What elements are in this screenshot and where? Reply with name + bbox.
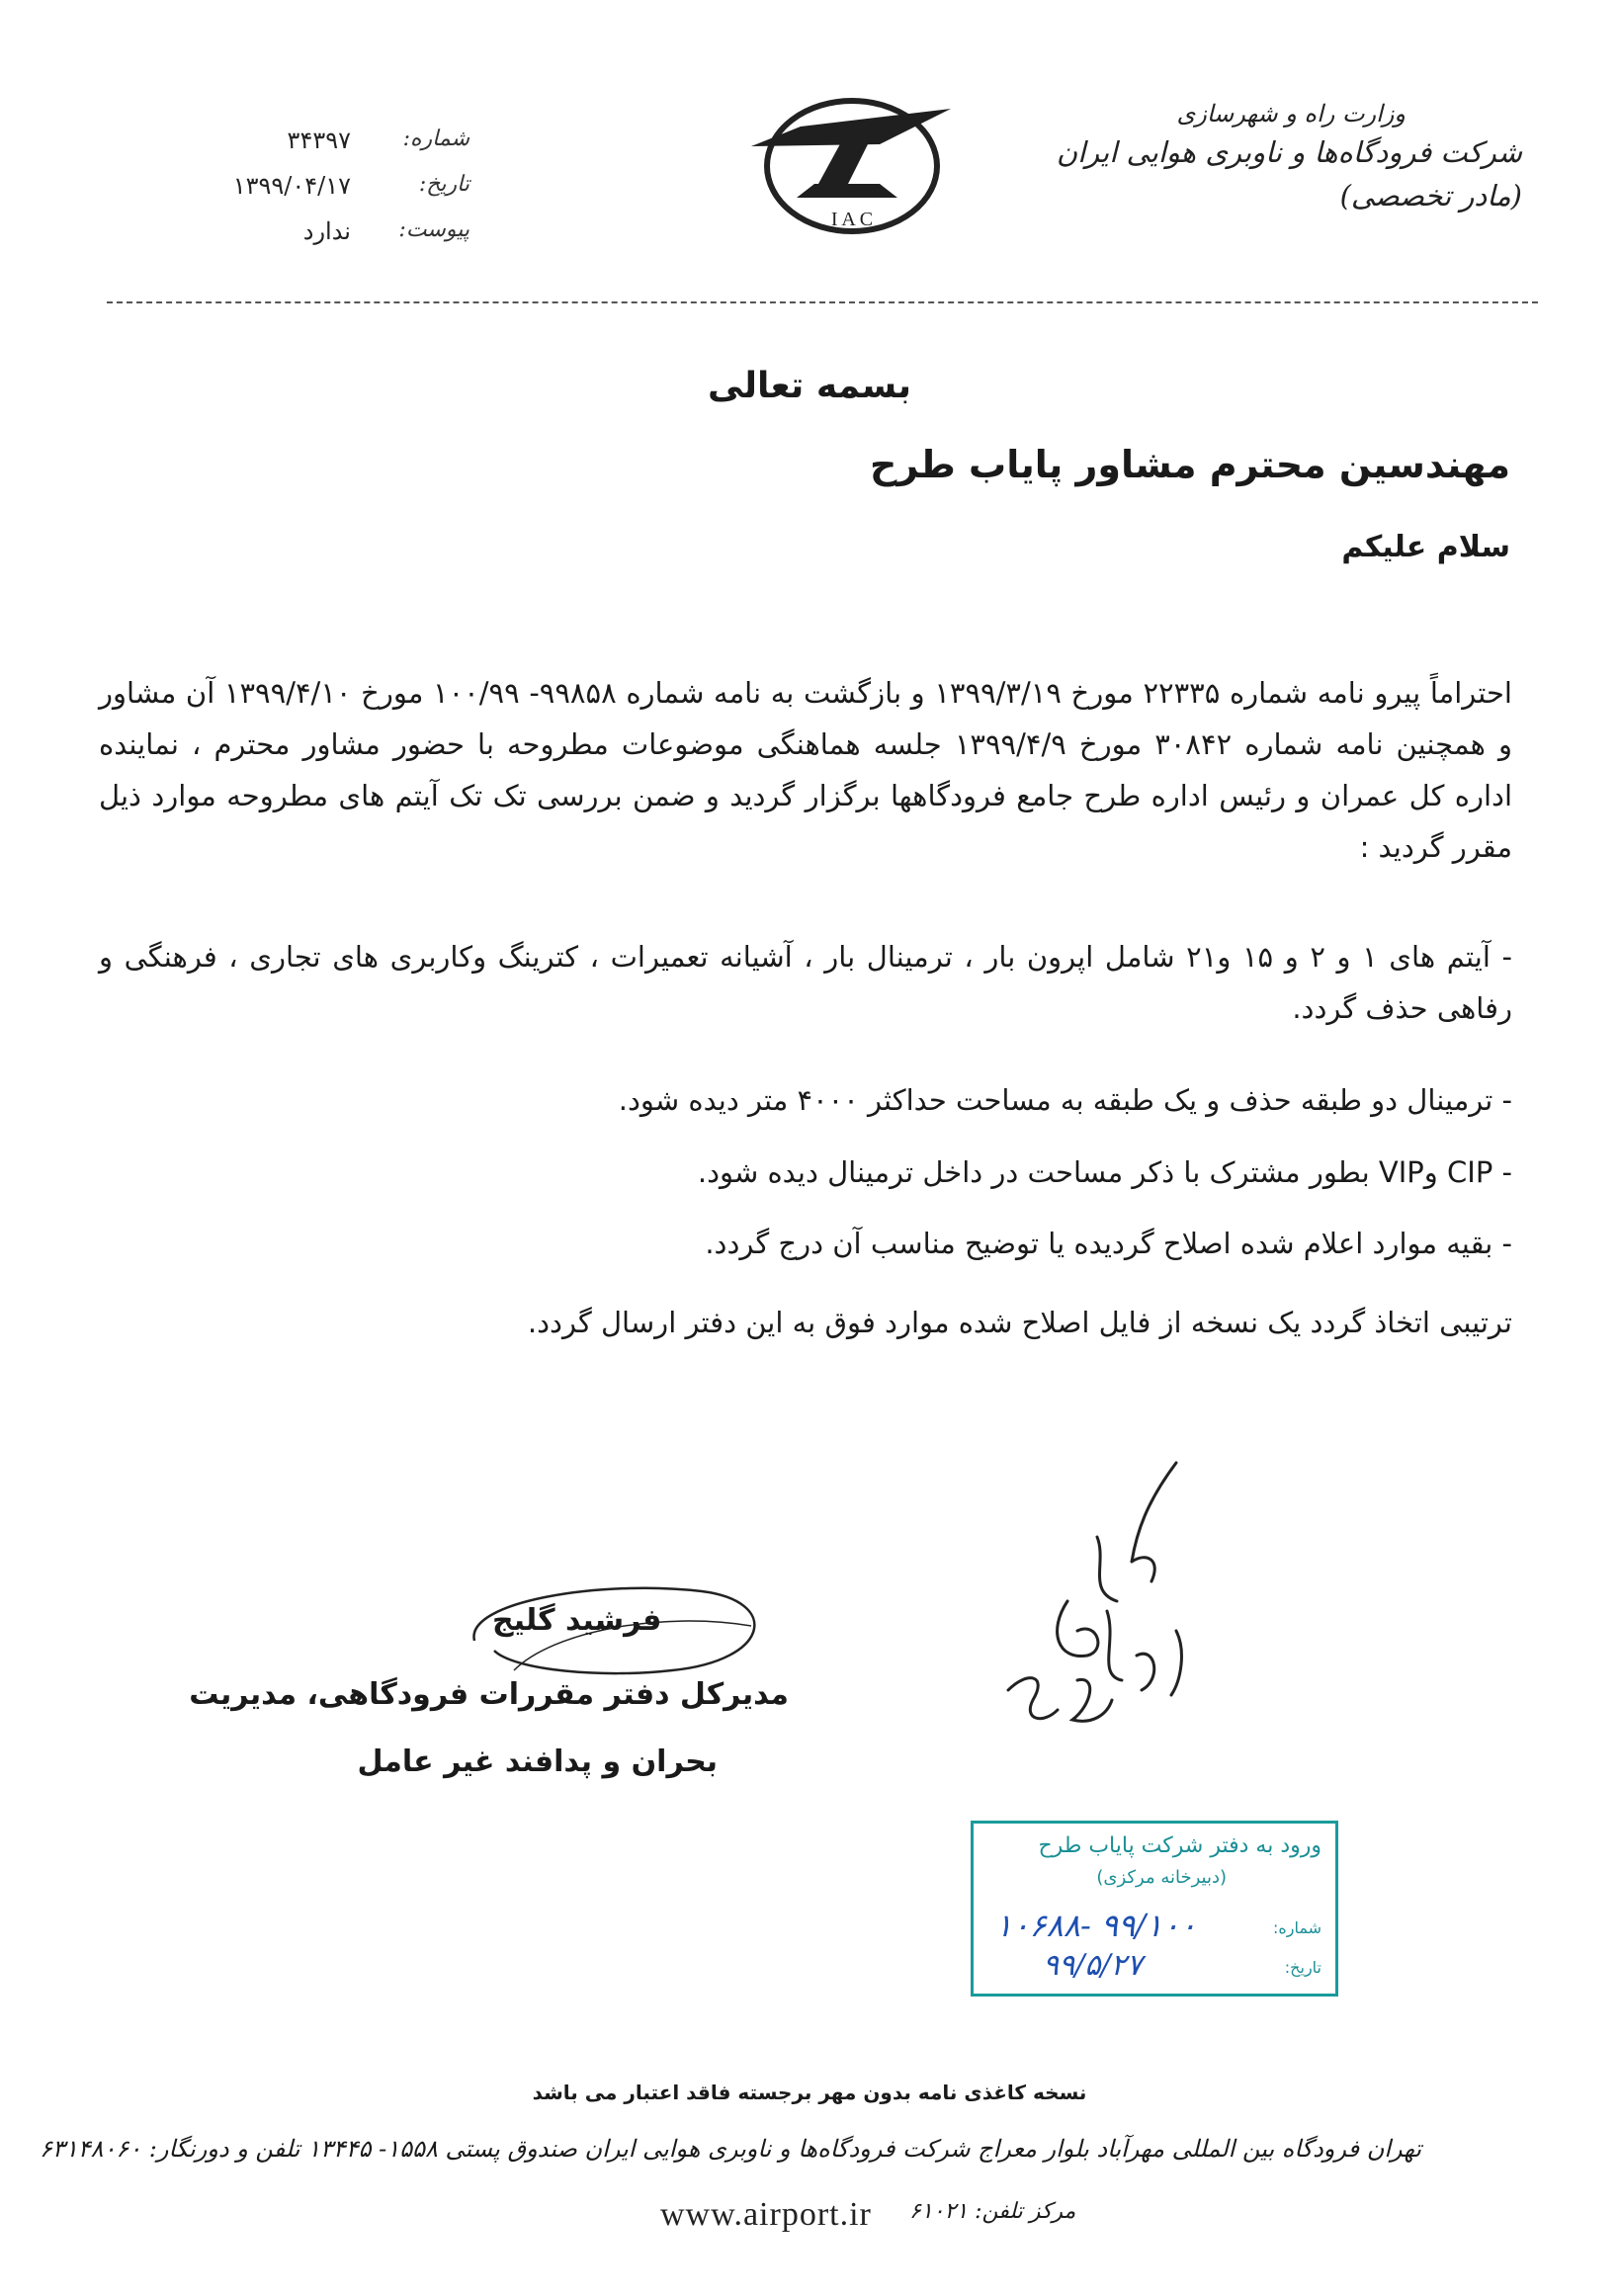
signer-title-line-2: بحران و پدافند غیر عامل [357, 1744, 718, 1779]
organization-header [1048, 97, 1522, 217]
footer-website-link[interactable]: www.airport.ir [660, 2196, 872, 2233]
receipt-stamp [971, 1821, 1338, 1997]
company-name: شرکت فرودگاه‌ها و ناوبری هوایی ایران (مادر تخصصی) [1056, 135, 1522, 213]
letter-date-value: ۱۳۹۹/۰۴/۱۷ [232, 172, 351, 200]
stamp-number-label: شماره: [1272, 1918, 1321, 1937]
letter-number-label: شماره: [402, 127, 469, 151]
letter-number-value: ۳۴۳۹۷ [287, 127, 351, 154]
recipient-heading: مهندسین محترم مشاور پایاب طرح [869, 443, 1510, 486]
logo-lettering: I A C [830, 209, 874, 230]
handwritten-annotation [949, 1443, 1226, 1769]
invocation-heading: بسمه تعالی [708, 366, 911, 406]
letter-date-label: تاریخ: [418, 172, 469, 197]
decision-item-4: - بقیه موارد اعلام شده اصلاح گردیده یا توضیح مناسب آن درج گردد. [705, 1227, 1512, 1260]
letter-number-row [173, 127, 469, 172]
stamp-number-value: ۱۰۶۸۸- ۹۹/۱۰۰ [995, 1907, 1197, 1944]
greeting-line: سلام علیکم [1341, 530, 1510, 564]
iac-logo [731, 89, 973, 237]
signer-title-line-1: مدیرکل دفتر مقررات فرودگاهی، مدیریت [189, 1677, 789, 1712]
body-paragraph: احتراماً پیرو نامه شماره ۲۲۳۳۵ مورخ ۱۳۹۹/۳/۱۹ و بازگشت به نامه شماره ۹۹۸۵۸- ۱۰۰/۹۹ مورخ ۱۳۹۹/۴/۱۰ آن مشاور و همچنین نامه شماره ۳۰۸۴۲ مورخ ۱۳۹۹/۴/۹ جلسه هماهنگی موضوعات مطروحه با حضور مشاور محترم ، نماینده اداره کل عمران و رئیس اداره طرح جامع فرودگاهها برگزار گردید و ضمن بررسی تک تک آیتم های مطروحه موارد ذیل مقرر گردید : [99, 676, 1512, 864]
stamp-date-label: تاریخ: [1284, 1958, 1321, 1977]
letter-attachment-row [173, 217, 469, 263]
stamp-title: ورود به دفتر شرکت پایاب طرح [1038, 1833, 1321, 1858]
letter-attachment-label: پیوست: [398, 217, 469, 242]
letter-date-row [173, 172, 469, 217]
ministry-name: وزارت راه و شهرسازی [1176, 100, 1406, 128]
signer-name: فرشید گلیج [492, 1603, 662, 1638]
closing-line: ترتیبی اتخاذ گردد یک نسخه از فایل اصلاح شده موارد فوق به این دفتر ارسال گردد. [527, 1306, 1512, 1339]
stamp-date-value: ۹۹/۵/۲۷ [1043, 1948, 1143, 1983]
header-divider [107, 301, 1538, 303]
letter-attachment-value: ندارد [302, 217, 351, 245]
decision-item-1: - آیتم های ۱ و ۲ و ۱۵ و۲۱ شامل اپرون بار ، ترمینال بار ، آشیانه تعمیرات ، کترینگ وکاربری های تجاری ، فرهنگی و رفاهی حذف گردد. [99, 940, 1512, 1025]
decision-item-2: - ترمینال دو طبقه حذف و یک طبقه به مساحت حداکثر ۴۰۰۰ متر دیده شود. [618, 1083, 1512, 1117]
footer-validity-note: نسخه کاغذی نامه بدون مهر برجسته فاقد اعتبار می باشد [532, 2081, 1087, 2104]
decision-item-3: - CIP وVIP بطور مشترک با ذکر مساحت در داخل ترمینال دیده شود. [697, 1155, 1512, 1189]
stamp-subtitle: (دبیرخانه مرکزی) [1096, 1867, 1227, 1888]
letter-metadata [173, 127, 469, 263]
footer-address: تهران فرودگاه بین المللی مهرآباد بلوار معراج شرکت فرودگاه‌ها و ناوبری هوایی ایران صندوق پستی ۱۵۵۸- ۱۳۴۴۵ تلفن و دورنگار: ۶۳۱۴۸۰۶۰ [40, 2135, 1421, 2163]
footer-phone-center: مرکز تلفن: ۶۱۰۲۱ [909, 2199, 1076, 2224]
